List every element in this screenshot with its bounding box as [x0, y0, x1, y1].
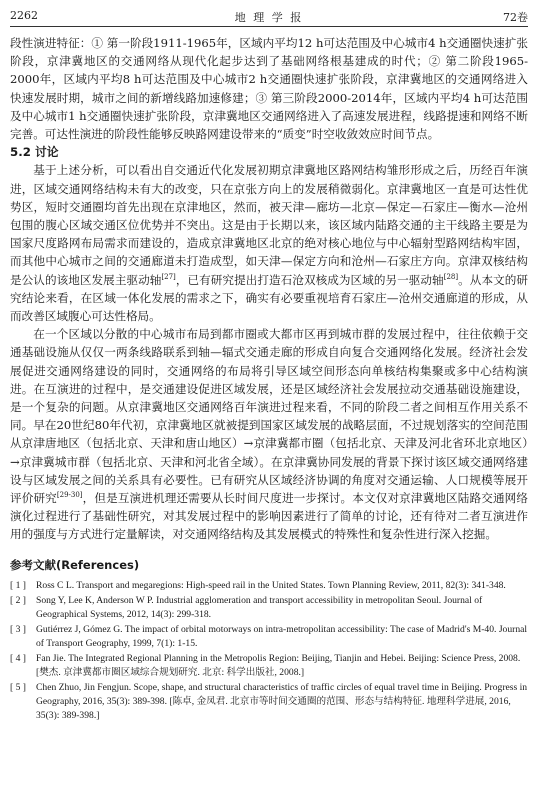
- citation[interactable]: [28]: [443, 272, 459, 281]
- page-header: [10, 6, 528, 27]
- paragraph-text: 基于上述分析，可以看出自交通近代化发展初期京津冀地区路网结构雏形形成之后，历经百年演进，区域交通网络结构未有大的改变，只在京张方向上的发展稍微弱化。京津冀地区一直是可达性优势区，短时交通圈均首先出现在京津地区，然而，被天津—廊坊—北京—保定—石家庄—衡水—沧州包围的腹心区域交通区位优势并不突出。这是由于长期以来，该区域内陆路交通的主干线路主要是为国家尺度路网布局需求而建设的，造成京津冀地区北京的绝对核心地位与中心辐射型路网结构牢固，而其他中心城市之间的交通廊道未打造成型，如天津—保定方向和沧州—石家庄方向。京津双核结构是公认的该地区发展主驱动轴: [10, 163, 528, 287]
- paragraph-text: 。从本文的研究结论来看，在区域一体化发展的需求之下，确实有必要重视培育石家庄—沧州交通廊道的形成，从而改善区域腹心可达性格局。: [10, 272, 528, 324]
- paragraph-discussion-2: [10, 325, 528, 543]
- reference-text: Gutiérrez J, Gómez G. The impact of orbital motorways on intra-metropolitan accessibility: The case of Madrid's M-40. Journal of Transport Geography, 1999, 7(1): 1-15.: [36, 623, 528, 649]
- reference-number: [ 4 ]: [10, 652, 26, 664]
- reference-item: [10, 579, 528, 593]
- volume-label: 72卷: [503, 11, 528, 24]
- reference-number: [ 3 ]: [10, 623, 26, 635]
- reference-item: [10, 594, 528, 622]
- references-list: [10, 579, 528, 723]
- paragraph-text: 在一个区域以分散的中心城市布局到都市圈或大都市区再到城市群的发展过程中，往往依赖于交通基础设施从仅仅一两条线路联系到轴—辐式交通走廊的形成自向复合交通网络化发展。经济社会发展促进交通网络建设的同时，交通网络的布局将引导区域空间形态向单核结构集聚或多中心结构演进。在互演进的过程中，是交通建设促进区域发展，还是区域经济社会发展拉动交通基础设施建设，是一个复杂的问题。从京津冀地区交通网络百年演进过程来看，不同的阶段二者之间相互作用关系不同。早在20世纪80年代初，京津冀地区就被提到国家区域发展的战略层面，不过规划落实的空间范围从京津唐地区（包括北京、天津和唐山地区）→京津冀都市圈（包括北京、天津及河北省环北京地区）→京津冀城市群（包括北京、天津和河北省全域）。在京津冀协同发展的背景下探讨该区域交通网络建设与区域发展之间的关系具有必要性。已有研究从区域经济协调的角度对交通运输、人口规模等展开评价研究: [10, 327, 528, 506]
- reference-text: Song Y, Lee K, Anderson W P. Industrial agglomeration and transport accessibility in metropolitan Seoul. Journal of Geographical Systems, 2012, 14(3): 299-318.: [36, 594, 483, 620]
- section-heading: 5.2 讨论: [10, 145, 59, 160]
- citation[interactable]: [29-30]: [56, 491, 83, 500]
- reference-number: [ 1 ]: [10, 579, 26, 591]
- reference-number: [ 2 ]: [10, 594, 26, 606]
- journal-title: 地 理 学 报: [234, 11, 304, 24]
- citation[interactable]: [27]: [161, 272, 176, 281]
- paragraph-text: ，但是互演进机理还需要从长时间尺度进一步探讨。本文仅对京津冀地区陆路交通网络演化过程进行了基础性研究，对其发展过程中的影响因素进行了简单的讨论，还有待对二者互演进作用的强度与方式进行定量解读，对交通网络结构及其发展模式的特殊性和复杂性进行深入挖掘。: [10, 491, 528, 542]
- page-number: 2262: [10, 9, 38, 22]
- paragraph-stage-summary: 段性演进特征：① 第一阶段1911-1965年，区域内平均12 h可达范围及中心城市4 h交通圈快速扩张阶段，京津冀地区的交通网络从现代化起步达到了基础网络根基建成的时代；② 第二阶段1965-2000年，区域内平均8 h可达范围及中心城市2 h交通圈快速扩张阶段，京津冀地区的交通网络进入快速发展时期，城市之间的新增线路加速修建；③ 第三阶段2000-2014年，区域内平均4 h可达范围及中心城市1 h交通圈快速扩张阶段，京津冀地区交通网络进入了高速发展进程，线路提速和网络不断完善。可达性演进的阶段性能够反映路网建设带来的“质变”时空收敛效应时间节点。: [10, 36, 528, 142]
- reference-item: [10, 623, 528, 651]
- reference-number: [ 5 ]: [10, 681, 26, 693]
- reference-text: Chen Zhuo, Jin Fengjun. Scope, shape, and structural characteristics of traffic circles of equal travel time in Beijing. Progress in Geography, 2016, 35(3): 389-398. [陈卓, 金凤君. 北京市等时间交通圈的范围、形态与结构特征. 地理科学进展, 2016, 35(3): 389-398.]: [36, 681, 528, 721]
- references-title: 参考文献(References): [10, 557, 140, 572]
- paragraph-discussion-1: [10, 161, 528, 325]
- reference-item: [10, 681, 528, 723]
- reference-item: [10, 652, 528, 680]
- paragraph-text: ，已有研究提出打造石沧双核成为区域的另一驱动轴: [175, 272, 444, 287]
- reference-text: Fan Jie. The Integrated Regional Planning in the Metropolis Region: Beijing, Tianjin and Hebei. Beijing: Science Press, 2008. [樊杰. 京津冀都市圈区域综合规划研究. 北京: 科学出版社, 2008.]: [36, 652, 521, 678]
- article-body: [10, 34, 528, 724]
- reference-text: Ross C L. Transport and megaregions: High-speed rail in the United States. Town Planning Review, 2011, 82(3): 341-348.: [36, 579, 506, 591]
